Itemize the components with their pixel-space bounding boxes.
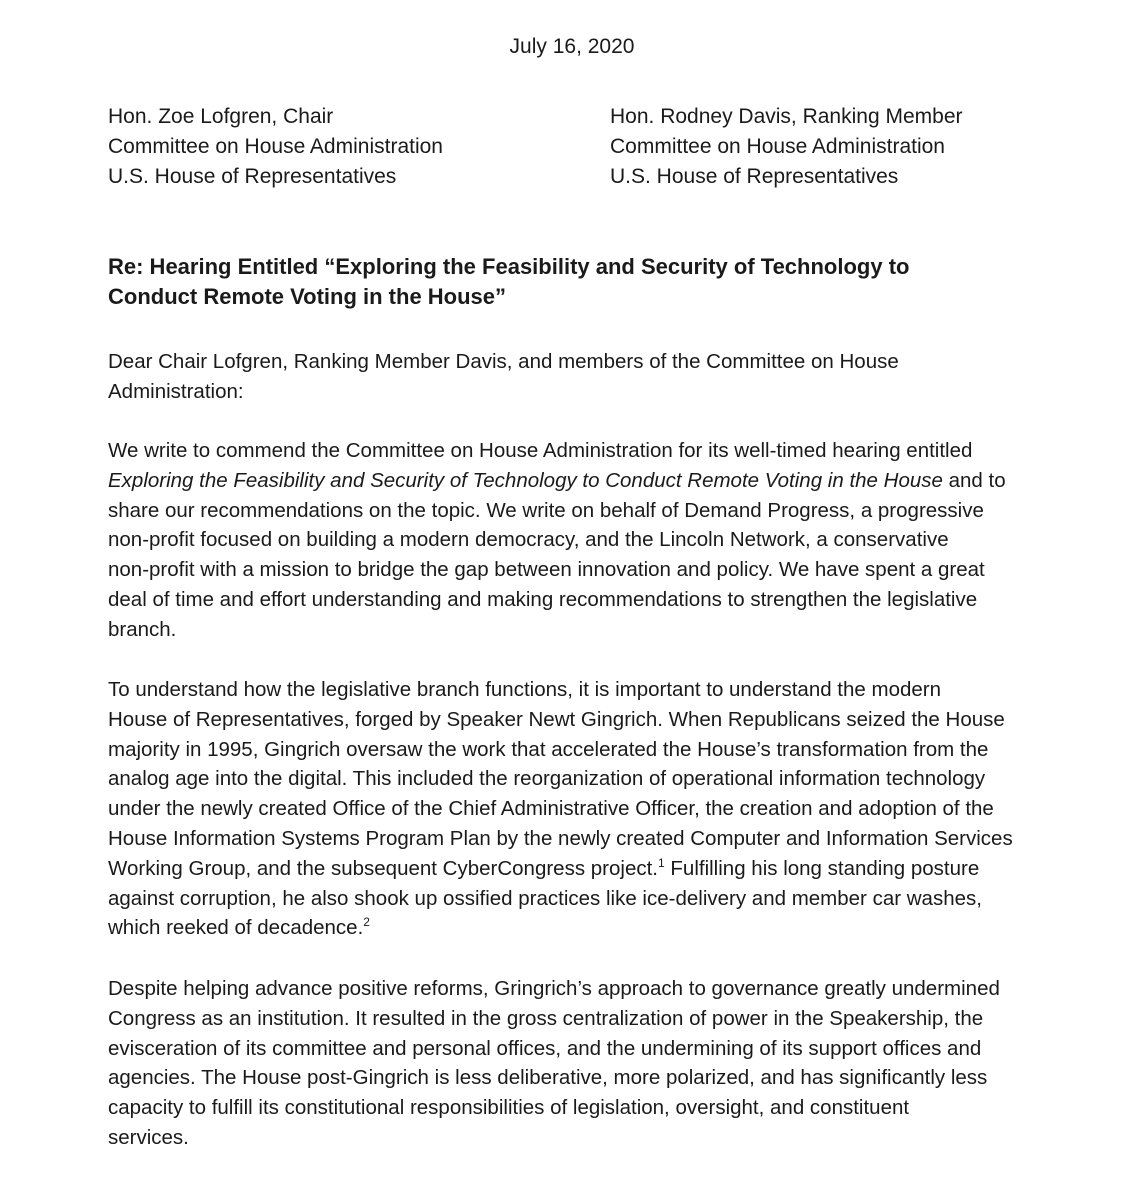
letter-date: July 16, 2020: [509, 35, 635, 58]
paragraph-line-text: which reeked of decadence.: [108, 916, 364, 940]
recipient-ranking-name: Hon. Rodney Davis, Ranking Member: [610, 105, 963, 128]
recipient-chair-committee: Committee on House Administration: [108, 135, 443, 158]
paragraph-line: majority in 1995, Gingrich oversaw the work that accelerated the House’s transformation from the: [108, 737, 989, 761]
recipient-chair-body: U.S. House of Representatives: [108, 165, 397, 188]
footnote-marker[interactable]: 1: [658, 855, 665, 870]
paragraph-line: against corruption, he also shook up ossified practices like ice-delivery and member car washes,: [108, 886, 982, 910]
paragraph-line: Despite helping advance positive reforms, Gringrich’s approach to governance greatly undermined: [108, 977, 1000, 1000]
salutation: [108, 347, 1048, 407]
paragraph-line: [108, 913, 1048, 943]
paragraph-line: [108, 466, 1048, 496]
paragraph-line: branch.: [108, 617, 177, 641]
footnote-marker[interactable]: 2: [363, 915, 370, 930]
paragraph-line: non-profit focused on building a modern democracy, and the Lincoln Network, a conservative: [108, 528, 949, 552]
paragraph-line-tail: and to: [942, 468, 1006, 492]
paragraph-line-tail: Fulfilling his long standing posture: [664, 856, 980, 880]
paragraph-line: House of Representatives, forged by Speaker Newt Gingrich. When Republicans seized the House: [108, 707, 1005, 731]
paragraph-line: services.: [108, 1125, 189, 1149]
paragraph-line: We write to commend the Committee on House Administration for its well-timed hearing entitled: [108, 439, 973, 462]
recipient-ranking-member: [610, 102, 963, 192]
paragraph-line: share our recommendations on the topic. We write on behalf of Demand Progress, a progressive: [108, 498, 984, 522]
paragraph-line-text: Working Group, and the subsequent CyberCongress project.: [108, 856, 659, 880]
paragraph-line: Congress as an institution. It resulted in the gross centralization of power in the Speakership, the: [108, 1006, 984, 1030]
subject-heading: [108, 252, 1058, 312]
paragraph-line: evisceration of its committee and personal offices, and the undermining of its support offices and: [108, 1036, 982, 1060]
salutation-line-2: Administration:: [108, 379, 244, 403]
paragraph-line: deal of time and effort understanding and making recommendations to strengthen the legislative: [108, 587, 978, 611]
salutation-line-1: Dear Chair Lofgren, Ranking Member Davis, and members of the Committee on House: [108, 350, 899, 373]
paragraph-line: [108, 854, 1048, 884]
paragraph-line: To understand how the legislative branch functions, it is important to understand the modern: [108, 678, 942, 701]
paragraph-line: agencies. The House post-Gingrich is less deliberative, more polarized, and has significantly less: [108, 1066, 988, 1090]
paragraph-line: capacity to fulfill its constitutional responsibilities of legislation, oversight, and constituent: [108, 1096, 910, 1120]
recipient-ranking-body: U.S. House of Representatives: [610, 165, 899, 188]
hearing-title-italic: Exploring the Feasibility and Security of Technology to Conduct Remote Voting in the House: [108, 468, 943, 492]
subject-line-1: Re: Hearing Entitled “Exploring the Feasibility and Security of Technology to: [108, 254, 910, 279]
paragraph-line: under the newly created Office of the Chief Administrative Officer, the creation and adoption of the: [108, 797, 994, 821]
recipient-chair-name: Hon. Zoe Lofgren, Chair: [108, 105, 334, 128]
paragraph-line: analog age into the digital. This included the reorganization of operational information technology: [108, 767, 986, 791]
paragraph-line: House Information Systems Program Plan by the newly created Computer and Information Services: [108, 826, 1013, 850]
paragraph-line: non-profit with a mission to bridge the gap between innovation and policy. We have spent a great: [108, 558, 985, 582]
paragraph-gingrich-history: [108, 675, 1048, 943]
recipient-chair: [108, 102, 443, 192]
recipient-ranking-committee: Committee on House Administration: [610, 135, 945, 158]
paragraph-gingrich-critique: [108, 974, 1048, 1153]
paragraph-commendation: [108, 436, 1048, 645]
subject-line-2: Conduct Remote Voting in the House”: [108, 284, 507, 309]
